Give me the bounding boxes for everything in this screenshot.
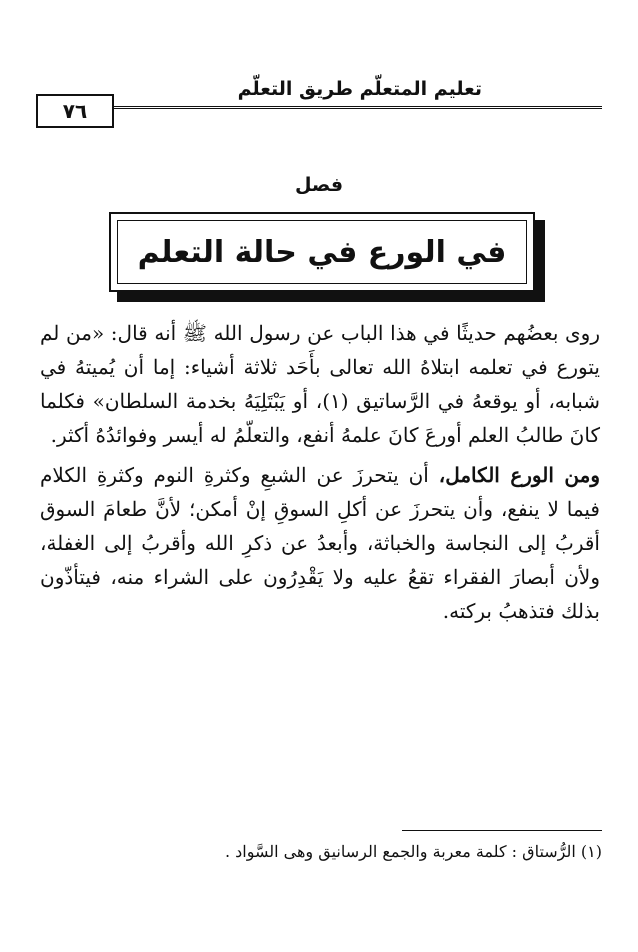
paragraph-2-text: أن يتحرزَ عن الشبعِ وكثرةِ النوم وكثرةِ الكلام فيما لا ينفع، وأن يتحرزَ عن أكلِ السوقِ إنْ أمكن؛ لأنَّ طعامَ السوق أقربُ إلى النجاسة والخباثة، وأبعدُ عن ذكرِ الله وأقربُ إلى الغفلة، ولأن أبصارَ الفقراء تقعُ عليه ولا يَقْدِرُون على الشراء منه، فيتأذّون بذلك فتذهبُ بركته. (40, 463, 600, 623)
page-number: ٧٦ (36, 94, 114, 128)
chapter-box (109, 212, 535, 292)
footnote: (١) الرُّستاق : كلمة معربة والجمع الرسانيق وهى السَّواد . (224, 842, 602, 861)
paragraph-2-lead: ومن الورع الكامل، (438, 463, 600, 487)
paragraph-1 (40, 316, 600, 452)
chapter-box-inner (117, 220, 527, 284)
paragraph-1-text: روى بعضُهم حديثًا في هذا الباب عن رسول الله ﷺ أنه قال: «من لم يتورع في تعلمه ابتلاهُ الله تعالى بأَحَد ثلاثة أشياء: إما أن يُميتهُ في شبابه، أو يوقعهُ في الرَّساتيق (١)، أو يَبْتَلِيَهُ بخدمة السلطان» فكلما كانَ طالبُ العلم أورعَ كانَ علمهُ أنفع، والتعلّمُ له أيسر وفوائدُهُ أكثر. (40, 321, 601, 447)
footnote-rule (402, 830, 602, 831)
header-rule (36, 106, 602, 109)
page-header (36, 78, 602, 128)
paragraph-2 (40, 458, 600, 628)
section-label: فصل (294, 174, 344, 196)
body-text (40, 316, 600, 634)
chapter-title: في الورع في حالة التعلم (137, 234, 507, 270)
running-title: تعليم المتعلّم طريق التعلّم (237, 78, 482, 100)
